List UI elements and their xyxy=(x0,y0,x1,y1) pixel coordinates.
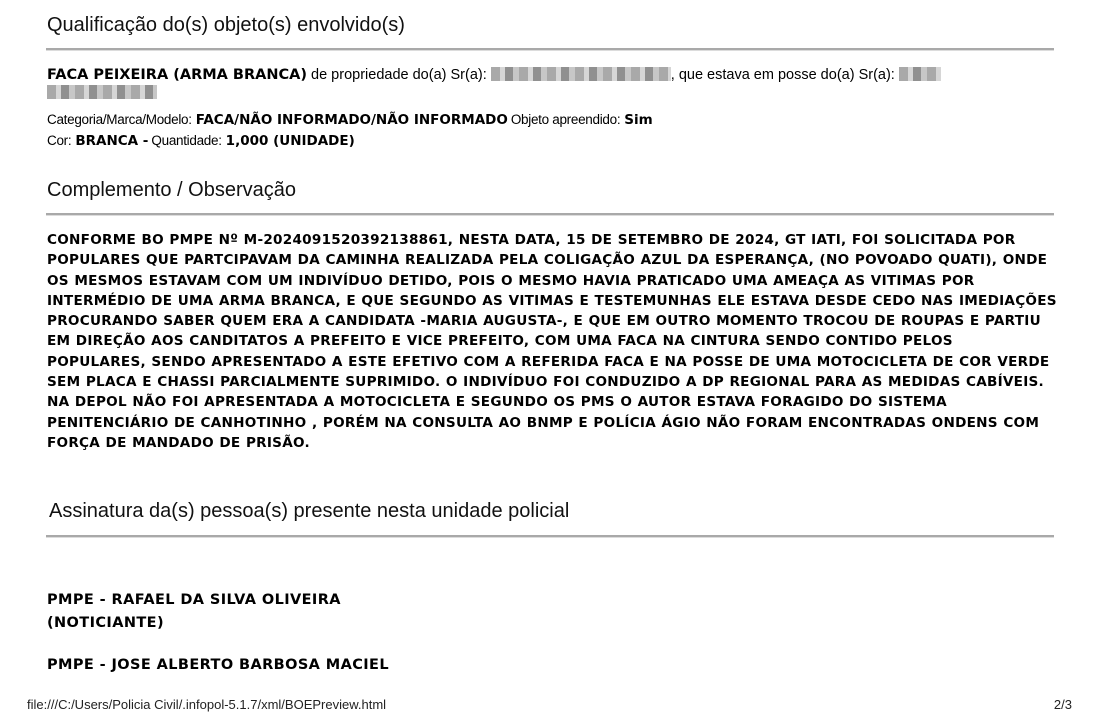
footer-file-path: file:///C:/Users/Policia Civil/.infopol-5.1.7/xml/BOEPreview.html xyxy=(27,697,387,712)
category-value: FACA/NÃO INFORMADO/NÃO INFORMADO xyxy=(195,112,508,128)
quantity-value: 1,000 (UNIDADE) xyxy=(225,133,355,149)
redacted-possessor-name xyxy=(899,67,941,81)
seized-value: Sim xyxy=(624,112,653,128)
section-divider xyxy=(46,535,1054,538)
object-category-row xyxy=(47,112,656,128)
owner-text: de propriedade do(a) Sr(a): xyxy=(307,67,491,83)
redacted-possessor-name-cont xyxy=(47,85,157,99)
complement-section-title: Complemento / Observação xyxy=(47,179,297,201)
object-name: FACA PEIXEIRA (ARMA BRANCA) xyxy=(47,67,307,83)
object-description xyxy=(47,66,1057,102)
possession-text: , que estava em posse do(a) Sr(a): xyxy=(670,67,899,83)
objects-section-title: Qualificação do(s) objeto(s) envolvido(s) xyxy=(47,14,405,36)
signature-name: PMPE - JOSE ALBERTO BARBOSA MACIEL xyxy=(47,657,389,673)
observation-text: CONFORME BO PMPE Nº M-2024091520392138861, NESTA DATA, 15 DE SETEMBRO DE 2024, GT IATI, FOI SOLICITADA POR POPULARES QUE PARTCIPAVAM DA CAMINHA REALIZADA PELA COLIGAÇÃO AZUL DA ESPERANÇA, (NO POVOADO QUATI), ONDE OS MESMOS ESTAVAM COM UM INDIVÍDUO DETIDO, POIS O MESMO HAVIA PRATICADO UMA AMEAÇA AS VITIMAS POR INTERMÉDIO DE UMA ARMA BRANCA, E QUE SEGUNDO AS VITIMAS E TESTEMUNHAS ELE ESTAVA DESDE CEDO NAS IMEDIAÇÕES PROCURANDO SABER QUEM ERA A CANDIDATA -MARIA AUGUSTA-, E QUE EM OUTRO MOMENTO TROCOU DE ROUPAS E PARTIU EM DIREÇÃO AOS CANDITATOS A PREFEITO E VICE PREFEITO, COM UMA FACA NA CINTURA SENDO CONTIDO PELOS POPULARES, SENDO APRESENTADO A ESTE EFETIVO COM A REFERIDA FACA E NA POSSE DE UMA MOTOCICLETA DE COR VERDE SEM PLACA E CHASSI PARCIALMENTE SUPRIMIDO. O INDIVÍDUO FOI CONDUZIDO A DP REGIONAL PARA AS MEDIDAS CABÍVEIS. NA DEPOL NÃO FOI APRESENTADA A MOTOCICLETA E SEGUNDO OS PMS O AUTOR ESTAVA FORAGIDO DO SISTEMA PENITENCIÁRIO DE CANHOTINHO , PORÉM NA CONSULTA AO BNMP E POLÍCIA ÁGIO NÃO FORAM ENCONTRADAS ONDENS COM FORÇA DE MANDADO DE PRISÃO. xyxy=(47,232,1057,451)
color-value: BRANCA - xyxy=(75,133,149,149)
signature-block xyxy=(47,654,389,677)
section-divider xyxy=(46,48,1054,51)
signature-name: PMPE - RAFAEL DA SILVA OLIVEIRA xyxy=(47,592,341,608)
signature-section-title: Assinatura da(s) pessoa(s) presente nesta unidade policial xyxy=(49,500,570,522)
color-label: Cor: xyxy=(47,133,72,148)
quantity-label: Quantidade: xyxy=(151,133,222,148)
seized-label: Objeto apreendido: xyxy=(510,112,621,127)
signature-block xyxy=(47,589,341,635)
section-divider xyxy=(46,213,1054,216)
signature-role: (NOTICIANTE) xyxy=(47,615,164,631)
redacted-owner-name xyxy=(491,67,671,81)
object-color-row xyxy=(47,133,358,149)
footer-page-number: 2/3 xyxy=(1053,697,1072,712)
category-label: Categoria/Marca/Modelo: xyxy=(47,112,192,127)
